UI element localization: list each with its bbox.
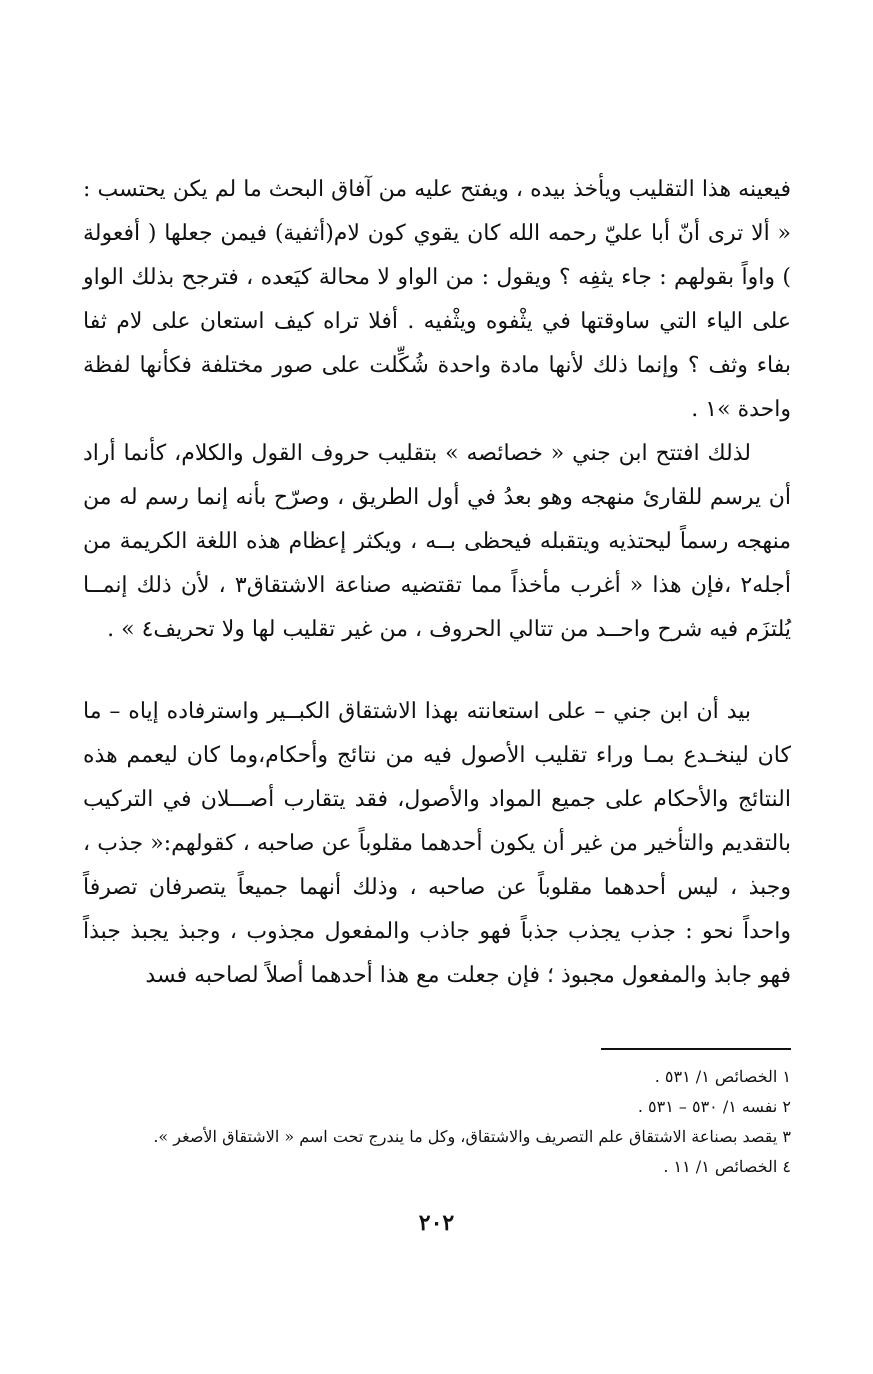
page-number: ٢٠٢ [418, 1210, 455, 1236]
footnote-1: ١ الخصائص ١/ ٥٣١ . [654, 1067, 791, 1086]
body-paragraph-3: بيد أن ابن جني – على استعانته بهذا الاشتقاق الكبــير واسترفاده إياه – ما كان لينخـدع بمـا وراء تقليب الأصول فيه من نتائج وأحكام،وما كان ليعمم هذه النتائج والأحكام على جميع المواد والأصول، فقد يتقارب أصـــلان في التركيب بالتقديم والتأخير من غير أن يكون أحدهما مقلوباً عن صاحبه ، كقولهم:« جذب ، وجبذ ، ليس أحدهما مقلوباً عن صاحبه ، وذلك أنهما جميعاً يتصرفان تصرفاً واحداً نحو : جذب يجذب جذباً فهو جاذب والمفعول مجذوب ، وجبذ يجبذ جبذاً فهو جابذ والمفعول مجبوذ ؛ فإن جعلت مع هذا أحدهما أصلاً لصاحبه فسد [83, 699, 791, 988]
footnote-separator [601, 1048, 791, 1050]
footnote-2: ٢ نفسه ١/ ٥٣٠ – ٥٣١ . [637, 1097, 791, 1116]
body-paragraph-1: فيعينه هذا التقليب ويأخذ بيده ، ويفتح عليه من آفاق البحث ما لم يكن يحتسب : « ألا ترى أنّ أبا عليّ رحمه الله كان يقوي كون لام(أثفية) فيمن جعلها ( أفعولة ) واواً بقولهم : جاء يثفِه ؟ ويقول : من الواو لا محالة كيَعده ، فترجح بذلك الواو على الياء التي ساوقتها في يثْفوه ويثْفيه . أفلا تراه كيف استعان على لام ثفا بفاء وثف ؟ وإنما ذلك لأنها مادة واحدة شُكِّلت على صور مختلفة فكأنها لفظة واحدة »١ . [83, 177, 791, 422]
footnotes-list [83, 1062, 791, 1182]
footnote-4: ٤ الخصائص ١/ ١١ . [663, 1157, 791, 1176]
footnote-3: ٣ يقصد بصناعة الاشتقاق علم التصريف والاشتقاق، وكل ما يندرج تحت اسم « الاشتقاق الأصغر ». [153, 1127, 791, 1146]
body-paragraph-2: لذلك افتتح ابن جني « خصائصه » بتقليب حروف القول والكلام، كأنما أراد أن يرسم للقارئ منهجه وهو بعدُ في أول الطريق ، وصرّح بأنه إنما رسم له من منهجه رسماً ليحتذيه ويتقبله فيحظى بــه ، ويكثر إعظام هذه اللغة الكريمة من أجله٢ ،فإن هذا « أغرب مأخذاً مما تقتضيه صناعة الاشتقاق٣ ، لأن ذلك إنمــا يُلتزَم فيه شرح واحــد من تتالي الحروف ، من غير تقليب لها ولا تحريف٤ » . [83, 441, 791, 642]
